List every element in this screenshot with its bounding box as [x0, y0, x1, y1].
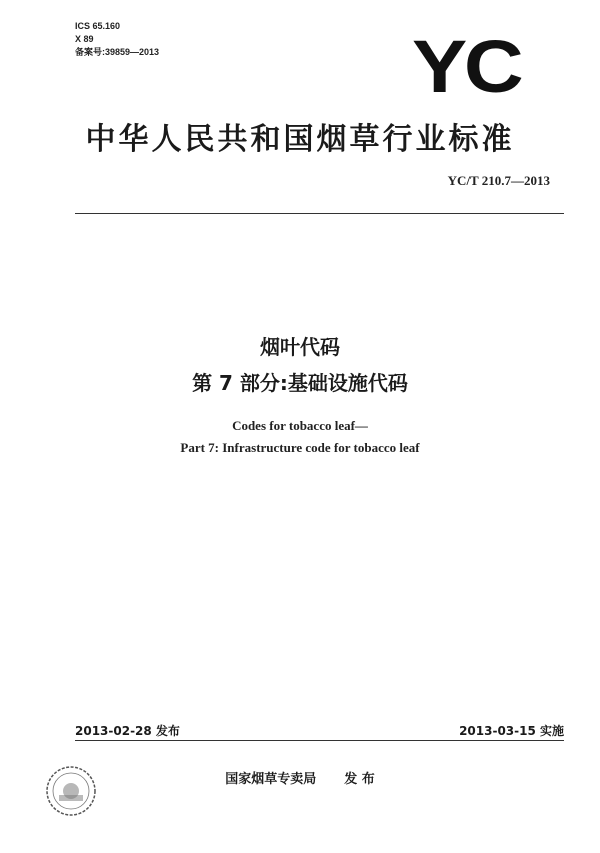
publish-label: 发 布 — [344, 772, 375, 787]
classification-code: X 89 — [75, 34, 94, 44]
implementation-date: 2013-03-15 实施 — [459, 724, 564, 738]
issue-date: 2013-02-28 发布 — [75, 724, 180, 738]
document-title-en-line1: Codes for tobacco leaf— — [232, 418, 368, 433]
ics-code: ICS 65.160 — [75, 21, 121, 31]
publisher-line — [0, 768, 600, 787]
document-title-en-line2: Part 7: Infrastructure code for tobacco leaf — [180, 440, 420, 455]
document-title-cn-line1: 烟叶代码 — [260, 335, 340, 359]
document-title-cn-line2: 第 7 部分:基础设施代码 — [192, 371, 408, 395]
publisher-name: 国家烟草专卖局 — [225, 772, 317, 787]
standard-number: YC/T 210.7—2013 — [447, 173, 550, 188]
header-divider — [75, 213, 564, 214]
standard-title: 中华人民共和国烟草行业标准 — [85, 122, 515, 157]
yc-logo: YC — [412, 25, 521, 108]
footer-divider — [75, 740, 564, 741]
record-number: 备案号:39859—2013 — [75, 47, 160, 57]
document-metadata — [75, 20, 159, 59]
